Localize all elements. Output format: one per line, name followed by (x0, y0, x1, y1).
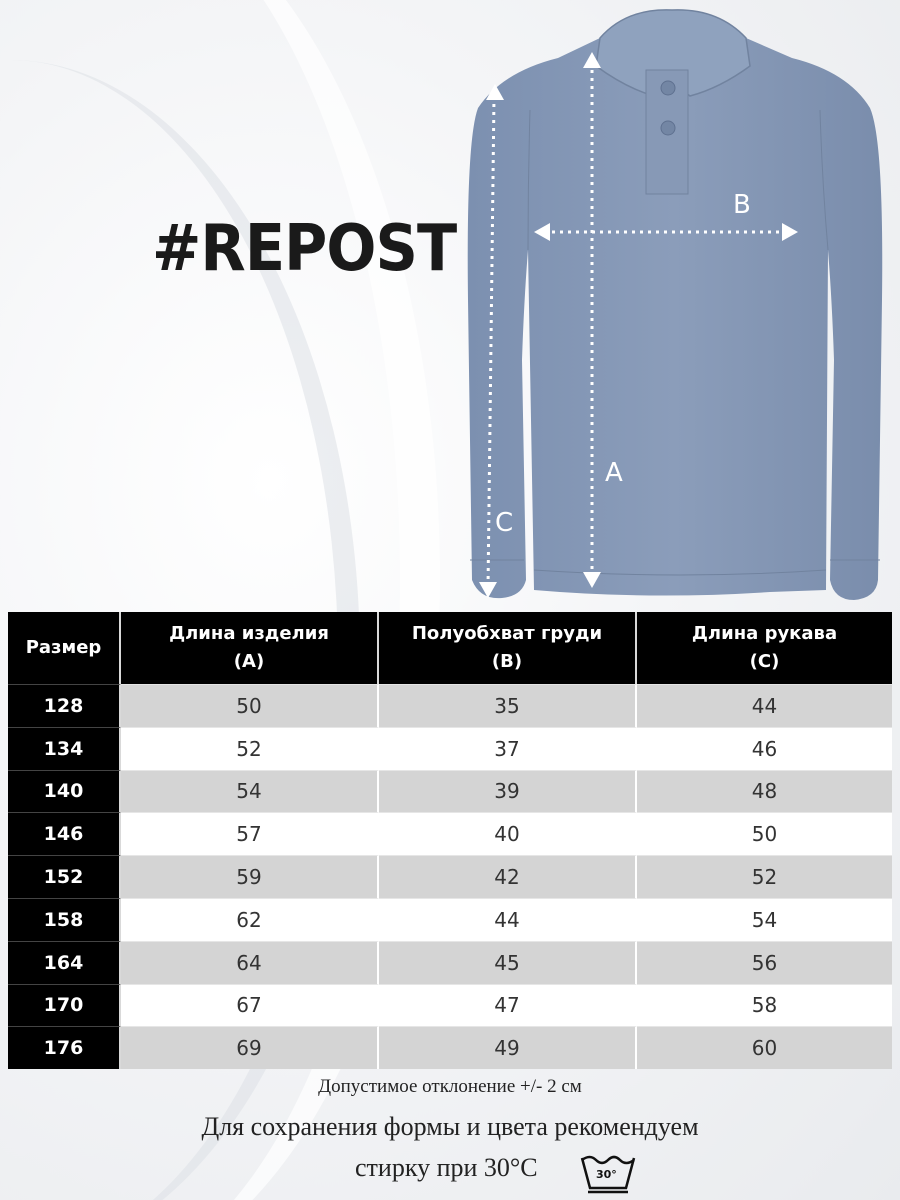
sleeve-cell: 58 (637, 984, 892, 1027)
table-row (8, 898, 892, 941)
table-row (8, 1026, 892, 1069)
chest-cell: 49 (379, 1026, 637, 1069)
length-cell: 64 (121, 941, 379, 984)
table-header-row (8, 612, 892, 684)
shirt-button-top (661, 81, 675, 95)
care-note-line2: стирку при 30°C (355, 1153, 538, 1182)
size-cell: 164 (8, 941, 121, 984)
table-row (8, 684, 892, 727)
table-row (8, 727, 892, 770)
table-row (8, 770, 892, 813)
size-chart-table (8, 612, 892, 1069)
sleeve-cell: 44 (637, 684, 892, 727)
table-row (8, 941, 892, 984)
sleeve-cell: 46 (637, 727, 892, 770)
size-cell: 170 (8, 984, 121, 1027)
tolerance-note: Допустимое отклонение +/- 2 см (318, 1076, 582, 1097)
chest-cell: 45 (379, 941, 637, 984)
chest-cell: 37 (379, 727, 637, 770)
chest-cell: 40 (379, 812, 637, 855)
table-row (8, 812, 892, 855)
shirt-button-bottom (661, 121, 675, 135)
header-sleeve: Длина рукава (C) (637, 612, 892, 684)
polo-shirt-diagram (450, 0, 900, 610)
dimension-c-label: C (495, 508, 514, 538)
brand-logo: #REPOST (152, 212, 457, 286)
length-cell: 52 (121, 727, 379, 770)
table-row (8, 855, 892, 898)
chest-cell: 42 (379, 855, 637, 898)
length-cell: 57 (121, 812, 379, 855)
length-cell: 69 (121, 1026, 379, 1069)
care-note-line1: Для сохранения формы и цвета рекомендуем (201, 1112, 699, 1141)
chest-cell: 44 (379, 898, 637, 941)
length-cell: 62 (121, 898, 379, 941)
size-cell: 134 (8, 727, 121, 770)
size-cell: 176 (8, 1026, 121, 1069)
dimension-a-label: A (605, 458, 623, 488)
sleeve-cell: 50 (637, 812, 892, 855)
size-cell: 158 (8, 898, 121, 941)
chest-cell: 35 (379, 684, 637, 727)
chest-cell: 47 (379, 984, 637, 1027)
polo-shirt-image (450, 0, 900, 610)
header-chest: Полуобхват груди (B) (379, 612, 637, 684)
size-cell: 152 (8, 855, 121, 898)
sleeve-cell: 56 (637, 941, 892, 984)
length-cell: 50 (121, 684, 379, 727)
header-size: Размер (8, 612, 121, 684)
length-cell: 54 (121, 770, 379, 813)
size-cell: 146 (8, 812, 121, 855)
dimension-b-label: B (733, 190, 751, 220)
table-row (8, 984, 892, 1027)
sleeve-cell: 48 (637, 770, 892, 813)
size-cell: 140 (8, 770, 121, 813)
length-cell: 59 (121, 855, 379, 898)
header-length: Длина изделия (A) (121, 612, 379, 684)
sleeve-cell: 52 (637, 855, 892, 898)
wash-temperature-label: 30° (596, 1168, 617, 1181)
chest-cell: 39 (379, 770, 637, 813)
size-cell: 128 (8, 684, 121, 727)
length-cell: 67 (121, 984, 379, 1027)
sleeve-cell: 54 (637, 898, 892, 941)
sleeve-cell: 60 (637, 1026, 892, 1069)
